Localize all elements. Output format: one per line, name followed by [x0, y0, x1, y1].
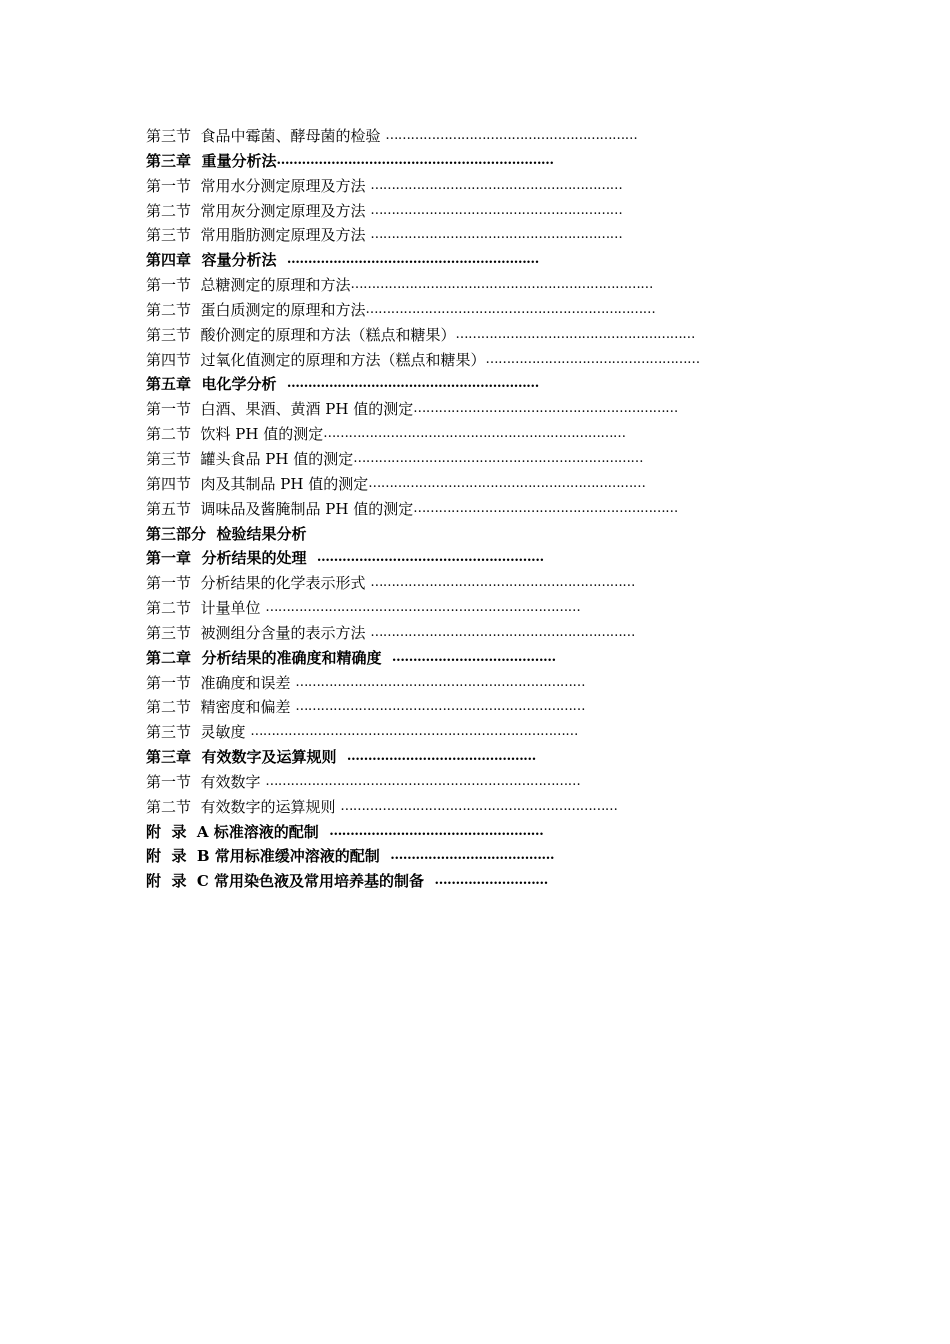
toc-entry[interactable] — [146, 298, 806, 323]
toc-entry-label: 第三章 有效数字及运算规则 — [146, 748, 347, 767]
toc-entry-label: 第二节 计量单位 — [146, 599, 266, 618]
toc-heading[interactable] — [146, 844, 806, 869]
toc-entry-label: 第二节 蛋白质测定的原理和方法 — [146, 300, 366, 319]
table-of-contents — [146, 124, 806, 894]
toc-leader-dots: …………………………………………… — [329, 823, 544, 839]
toc-leader-dots: …………………………………………………… — [286, 376, 539, 392]
toc-entry-label: 第四节 过氧化值测定的原理和方法（糕点和糖果） — [146, 350, 486, 369]
toc-entry-label: 第二节 饮料 PH 值的测定 — [146, 425, 324, 444]
toc-entry[interactable] — [146, 795, 806, 820]
toc-entry-label: 第二节 常用灰分测定原理及方法 — [146, 201, 371, 220]
toc-entry[interactable] — [146, 671, 806, 696]
toc-entry[interactable] — [146, 571, 806, 596]
toc-entry-label: 第一节 白酒、果酒、黄酒 PH 值的测定 — [146, 400, 414, 419]
toc-entry[interactable] — [146, 621, 806, 646]
toc-leader-dots: ………………………………………………… — [455, 326, 695, 342]
toc-leader-dots: ………………………………………………………………… — [265, 773, 581, 789]
toc-entry-label: 第二章 分析结果的准确度和精确度 — [146, 648, 392, 667]
toc-leader-dots: ………………………………………………………… — [340, 798, 618, 814]
toc-leader-dots: ……………………………………………………… — [413, 500, 678, 516]
toc-leader-dots: …………………………………………………… — [370, 177, 623, 193]
toc-leader-dots: ……………………………………………………………… — [323, 426, 626, 442]
toc-entry-label: 第三节 被测组分含量的表示方法 — [146, 623, 371, 642]
toc-heading[interactable] — [146, 869, 806, 894]
toc-entry[interactable] — [146, 720, 806, 745]
toc-entry[interactable] — [146, 199, 806, 224]
toc-entry-label: 第四节 肉及其制品 PH 值的测定 — [146, 474, 369, 493]
toc-entry[interactable] — [146, 596, 806, 621]
toc-entry-label: 第三节 食品中霉菌、酵母菌的检验 — [146, 127, 386, 145]
toc-entry-label: 第五章 电化学分析 — [146, 375, 287, 394]
toc-leader-dots: ………………………………………………………………… — [265, 600, 581, 616]
toc-leader-dots: …………………………………………………… — [370, 202, 623, 218]
toc-heading[interactable] — [146, 546, 806, 571]
toc-entry-label: 第一节 准确度和误差 — [146, 673, 296, 692]
toc-leader-dots: …………………………………………………… — [370, 227, 623, 243]
toc-leader-dots: …………………………………………………… — [385, 128, 638, 143]
toc-entry[interactable] — [146, 472, 806, 497]
toc-heading[interactable] — [146, 522, 806, 547]
toc-entry[interactable] — [146, 223, 806, 248]
toc-entry-label: 第一节 常用水分测定原理及方法 — [146, 176, 371, 195]
toc-heading[interactable] — [146, 745, 806, 770]
toc-entry-label: 第一节 分析结果的化学表示形式 — [146, 574, 371, 593]
toc-heading[interactable] — [146, 149, 806, 174]
toc-entry[interactable] — [146, 447, 806, 472]
toc-entry-label: 第一章 分析结果的处理 — [146, 549, 317, 568]
toc-entry-label: 第一节 总糖测定的原理和方法 — [146, 276, 351, 295]
toc-entry[interactable] — [146, 695, 806, 720]
toc-leader-dots: ……………………………………………………………… — [350, 277, 653, 293]
toc-entry-label: 第五节 调味品及酱腌制品 PH 值的测定 — [146, 499, 414, 518]
toc-entry-label: 第三节 酸价测定的原理和方法（糕点和糖果） — [146, 325, 456, 344]
toc-heading[interactable] — [146, 646, 806, 671]
toc-entry-label: 第三章 重量分析法 — [146, 151, 277, 170]
toc-leader-dots: ………………………………………………………… — [276, 152, 554, 168]
toc-entry[interactable] — [146, 348, 806, 373]
toc-entry[interactable] — [146, 397, 806, 422]
toc-entry[interactable] — [146, 174, 806, 199]
toc-leader-dots: ………………………………… — [391, 649, 556, 665]
toc-leader-dots: ……………………………………………… — [316, 550, 544, 566]
toc-entry-label: 第三节 罐头食品 PH 值的测定 — [146, 449, 354, 468]
toc-entry[interactable] — [146, 422, 806, 447]
toc-entry-label: 第四章 容量分析法 — [146, 251, 287, 270]
toc-leader-dots: ………………………………………………………… — [368, 475, 646, 491]
toc-entry-label: 第三部分 检验结果分析 — [146, 524, 307, 543]
toc-entry-label: 第三节 常用脂肪测定原理及方法 — [146, 226, 371, 245]
toc-leader-dots: ………………………………… — [390, 848, 555, 864]
toc-leader-dots: ……………………………………… — [346, 749, 536, 765]
toc-entry-label: 第一节 有效数字 — [146, 772, 266, 791]
toc-entry-label: 第二节 有效数字的运算规则 — [146, 797, 341, 816]
toc-leader-dots: …………………………………………………………… — [365, 301, 656, 317]
toc-entry-label: 附 录 A 标准溶液的配制 — [146, 822, 330, 841]
toc-entry[interactable] — [146, 323, 806, 348]
toc-leader-dots: …………………………………………………………………… — [250, 724, 578, 740]
toc-entry[interactable] — [146, 273, 806, 298]
toc-leader-dots: …………………………………………………………… — [353, 450, 644, 466]
toc-entry[interactable] — [146, 124, 806, 149]
toc-entry[interactable] — [146, 770, 806, 795]
toc-entry-label: 第二节 精密度和偏差 — [146, 698, 296, 717]
toc-heading[interactable] — [146, 248, 806, 273]
toc-leader-dots: ……………………………………………………… — [413, 401, 678, 417]
toc-entry-label: 附 录 B 常用标准缓冲溶液的配制 — [146, 847, 391, 866]
toc-leader-dots: …………………………………………………………… — [295, 674, 586, 690]
toc-leader-dots: …………………………………………………… — [286, 252, 539, 268]
toc-entry-label: 第三节 灵敏度 — [146, 723, 251, 742]
toc-leader-dots: …………………………………………………………… — [295, 699, 586, 715]
toc-entry-label: 附 录 C 常用染色液及常用培养基的制备 — [146, 872, 435, 891]
toc-heading[interactable] — [146, 372, 806, 397]
toc-heading[interactable] — [146, 820, 806, 845]
toc-leader-dots: ……………………………………………………… — [370, 624, 635, 640]
toc-entry[interactable] — [146, 497, 806, 522]
toc-leader-dots: ……………………… — [434, 873, 548, 889]
toc-leader-dots: …………………………………………… — [485, 351, 700, 367]
toc-leader-dots: ……………………………………………………… — [370, 575, 635, 591]
